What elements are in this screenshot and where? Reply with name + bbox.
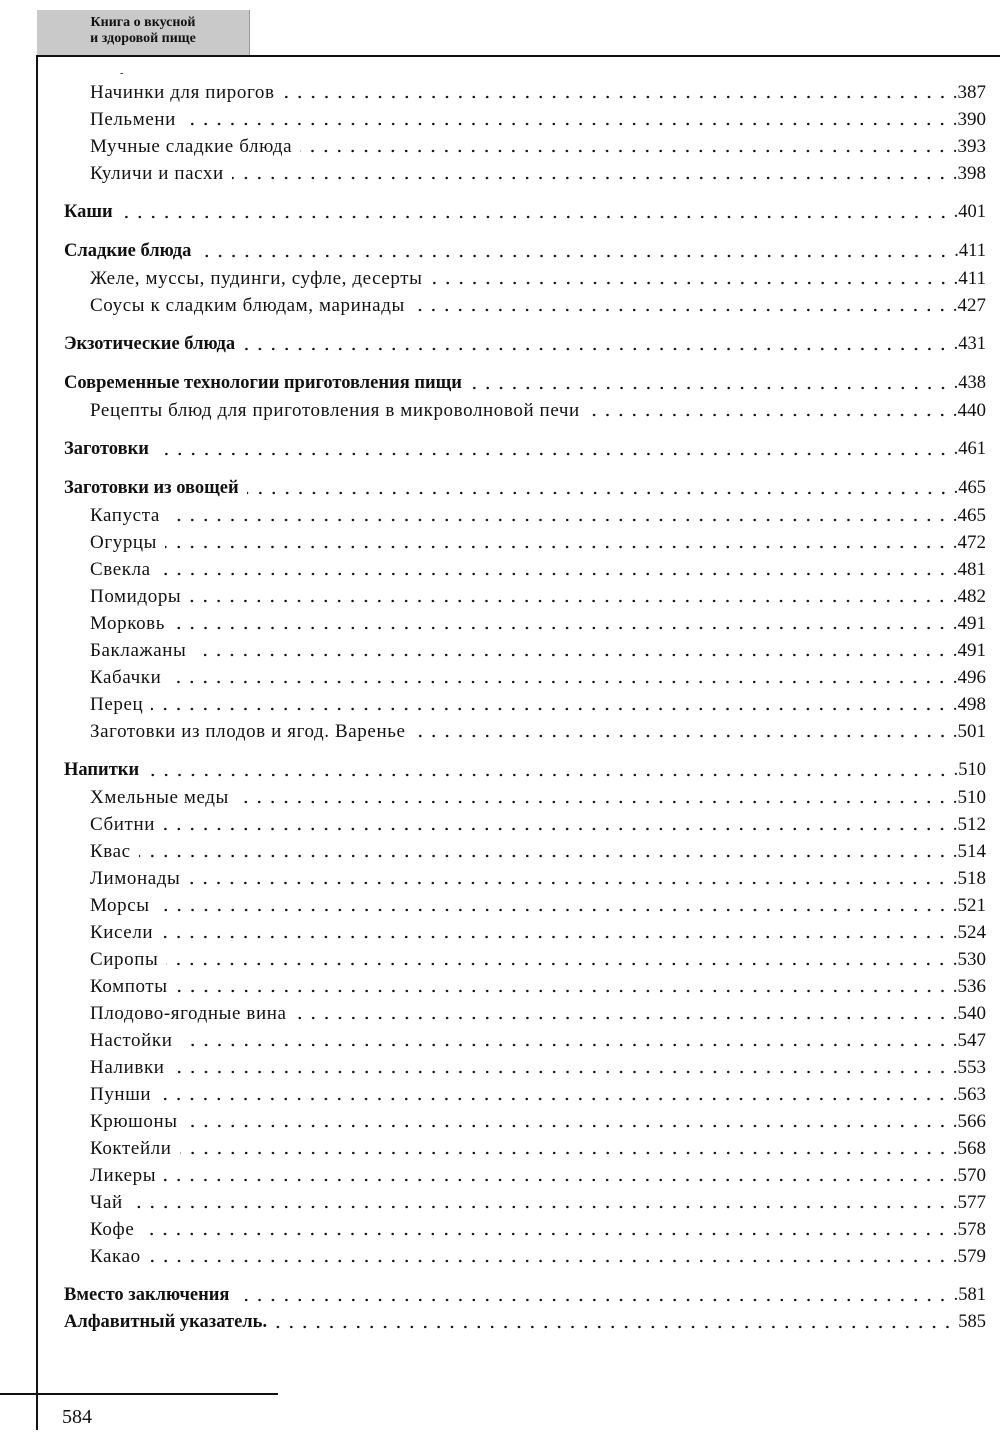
dot-leader	[168, 515, 949, 525]
toc-page-number: .482	[952, 586, 986, 607]
toc-title: Пельмени	[90, 109, 176, 130]
toc-group	[64, 757, 986, 1270]
toc-title: Соусы к сладким блюдам, маринады	[90, 295, 405, 316]
toc-title: Сбитни	[90, 814, 155, 835]
dot-leader	[159, 569, 949, 579]
running-header-line2: и здоровой пище	[90, 31, 196, 46]
toc-page-number: .411	[953, 268, 986, 289]
toc-entry-row[interactable]	[64, 265, 986, 292]
toc-page-number: .461	[953, 439, 986, 459]
dot-leader	[159, 1094, 949, 1104]
dot-leader	[295, 1013, 949, 1023]
toc-entry-row[interactable]	[64, 811, 986, 838]
dot-leader	[139, 851, 949, 861]
toc-title: Вместо заключения	[64, 1285, 230, 1305]
dot-leader	[275, 1322, 954, 1332]
toc-entry-row[interactable]	[64, 1108, 986, 1135]
dot-leader	[414, 731, 949, 741]
toc-entry-row[interactable]	[64, 838, 986, 865]
toc-title: Капуста	[90, 505, 160, 526]
dot-leader	[181, 1040, 949, 1050]
toc-title: Компоты	[90, 976, 168, 997]
dot-leader	[176, 986, 949, 996]
toc-page-number: .553	[952, 1057, 986, 1078]
toc-title: Рецепты блюд для приготовления в микроволновой печи	[90, 400, 580, 421]
toc-entry-row[interactable]	[64, 691, 986, 718]
toc-heading-row[interactable]	[64, 757, 986, 784]
dot-leader	[283, 92, 949, 102]
dot-leader	[300, 146, 949, 156]
dot-leader	[121, 212, 950, 222]
toc-page-number: .518	[952, 868, 986, 889]
toc-entry-row[interactable]	[64, 1243, 986, 1270]
dot-leader	[169, 677, 948, 687]
toc-title: Лимонады	[90, 868, 181, 889]
dot-leader	[237, 797, 949, 807]
toc-entry-row[interactable]	[64, 1027, 986, 1054]
toc-page-number: .498	[952, 694, 986, 715]
toc-title: Наливки	[90, 1057, 165, 1078]
toc-entry-row[interactable]	[64, 133, 986, 160]
toc-page-number: .501	[952, 721, 986, 742]
toc-title: Сиропы	[90, 949, 159, 970]
toc-page-number: .521	[952, 895, 986, 916]
toc-heading-row[interactable]	[64, 238, 986, 265]
toc-page-number: .581	[953, 1285, 986, 1305]
toc-entry-row[interactable]	[64, 556, 986, 583]
running-header-line1: Книга о вкусной	[90, 15, 196, 30]
toc-title: Настойки	[90, 1030, 173, 1051]
toc-title: Квас	[90, 841, 131, 862]
toc-entry-row[interactable]	[64, 79, 986, 106]
dot-leader	[194, 650, 948, 660]
toc-title: Ликеры	[90, 1165, 157, 1186]
toc-page-number: .401	[953, 202, 986, 222]
toc-heading-row[interactable]	[64, 370, 986, 397]
toc-page-number: .579	[952, 1246, 986, 1267]
dot-leader	[151, 704, 948, 714]
dot-leader	[189, 596, 948, 606]
running-header	[37, 10, 250, 55]
toc-page-number: 585	[958, 1312, 986, 1332]
dot-leader	[184, 119, 949, 129]
toc-group	[64, 436, 986, 463]
dot-leader	[161, 932, 949, 942]
dot-leader	[199, 251, 950, 261]
toc-page-number: .563	[952, 1084, 986, 1105]
toc-page-number: .491	[952, 613, 986, 634]
toc-page-number: .578	[952, 1219, 986, 1240]
dot-leader	[165, 542, 949, 552]
toc-page-number: .481	[952, 559, 986, 580]
toc-title: Коктейли	[90, 1138, 172, 1159]
toc-page-number: .540	[952, 1003, 986, 1024]
toc-page-number: .465	[953, 478, 986, 498]
toc-page-number: .472	[952, 532, 986, 553]
tick-mark: -	[120, 68, 124, 79]
dot-leader	[142, 1229, 948, 1239]
table-of-contents	[64, 79, 986, 1348]
toc-page-number: .530	[952, 949, 986, 970]
toc-page-number: .570	[952, 1165, 986, 1186]
toc-entry-row[interactable]	[64, 1054, 986, 1081]
toc-page-number: .438	[953, 373, 986, 393]
toc-page-number: .536	[952, 976, 986, 997]
toc-entry-row[interactable]	[64, 946, 986, 973]
toc-heading-row[interactable]	[64, 475, 986, 502]
toc-entry-row[interactable]	[64, 1189, 986, 1216]
toc-entry-row[interactable]	[64, 106, 986, 133]
page-number: 584	[62, 1406, 92, 1428]
dot-leader	[166, 959, 948, 969]
toc-group	[64, 79, 986, 187]
dot-leader	[243, 344, 949, 354]
toc-group	[64, 238, 986, 319]
toc-title: Каши	[64, 202, 113, 222]
toc-page-number: .568	[952, 1138, 986, 1159]
dot-leader	[237, 1295, 949, 1305]
toc-page-number: .514	[952, 841, 986, 862]
toc-title: Экзотические блюда	[64, 334, 236, 354]
toc-title: Кофе	[90, 1219, 135, 1240]
toc-title: Желе, муссы, пудинги, суфле, десерты	[90, 268, 423, 289]
toc-title: Пунши	[90, 1084, 152, 1105]
toc-title: Помидоры	[90, 586, 182, 607]
toc-title: Морсы	[90, 895, 150, 916]
toc-title: Напитки	[64, 760, 140, 780]
toc-entry-row[interactable]	[64, 502, 986, 529]
toc-group	[64, 331, 986, 358]
toc-title: Мучные сладкие блюда	[90, 136, 293, 157]
toc-title: Баклажаны	[90, 640, 187, 661]
dot-leader	[157, 449, 950, 459]
dot-leader	[131, 1202, 949, 1212]
toc-page-number: .465	[952, 505, 986, 526]
toc-page-number: .427	[952, 295, 986, 316]
dot-leader	[164, 1175, 949, 1185]
toc-title: Перец	[90, 694, 144, 715]
toc-page-number: .512	[952, 814, 986, 835]
toc-title: Куличи и пасхи	[90, 163, 224, 184]
toc-page-number: .566	[952, 1111, 986, 1132]
toc-heading-row[interactable]	[64, 436, 986, 463]
toc-entry-row[interactable]	[64, 1000, 986, 1027]
toc-entry-row[interactable]	[64, 637, 986, 664]
toc-heading-row[interactable]	[64, 331, 986, 358]
dot-leader	[431, 278, 950, 288]
toc-group	[64, 1282, 986, 1336]
toc-page-number: .431	[953, 334, 986, 354]
top-rule	[37, 55, 1000, 57]
toc-entry-row[interactable]	[64, 292, 986, 319]
toc-title: Заготовки из овощей	[64, 478, 239, 498]
toc-page-number: .496	[952, 667, 986, 688]
dot-leader	[413, 305, 949, 315]
toc-entry-row[interactable]	[64, 1135, 986, 1162]
toc-page-number: .491	[952, 640, 986, 661]
dot-leader	[180, 1148, 949, 1158]
footer-rule	[0, 1393, 278, 1395]
toc-heading-row[interactable]	[64, 1309, 986, 1336]
toc-entry-row[interactable]	[64, 1081, 986, 1108]
toc-page-number: .440	[952, 400, 986, 421]
toc-title: Морковь	[90, 613, 166, 634]
dot-leader	[173, 623, 949, 633]
toc-entry-row[interactable]	[64, 664, 986, 691]
toc-page-number: .411	[954, 241, 986, 261]
toc-entry-row[interactable]	[64, 610, 986, 637]
toc-entry-row[interactable]	[64, 865, 986, 892]
dot-leader	[147, 770, 950, 780]
toc-entry-row[interactable]	[64, 583, 986, 610]
toc-title: Начинки для пирогов	[90, 82, 275, 103]
toc-heading-row[interactable]	[64, 1282, 986, 1309]
toc-title: Чай	[90, 1192, 123, 1213]
dot-leader	[163, 824, 949, 834]
toc-title: Заготовки	[64, 439, 149, 459]
toc-entry-row[interactable]	[64, 973, 986, 1000]
dot-leader	[149, 1256, 949, 1266]
toc-entry-row[interactable]	[64, 160, 986, 187]
toc-entry-row[interactable]	[64, 1162, 986, 1189]
dot-leader	[588, 410, 949, 420]
dot-leader	[158, 905, 949, 915]
toc-page-number: .393	[952, 136, 986, 157]
dot-leader	[232, 173, 949, 183]
toc-title: Хмельные меды	[90, 787, 229, 808]
toc-heading-row[interactable]	[64, 199, 986, 226]
toc-title: Какао	[90, 1246, 141, 1267]
left-margin-rule	[36, 55, 38, 1430]
dot-leader	[470, 383, 950, 393]
toc-title: Заготовки из плодов и ягод. Варенье	[90, 721, 406, 742]
toc-title: Плодово-ягодные вина	[90, 1003, 287, 1024]
dot-leader	[186, 1121, 949, 1131]
toc-page-number: .510	[953, 760, 986, 780]
toc-entry-row[interactable]	[64, 1216, 986, 1243]
dot-leader	[247, 488, 950, 498]
toc-entry-row[interactable]	[64, 892, 986, 919]
toc-entry-row[interactable]	[64, 919, 986, 946]
toc-title: Огурцы	[90, 532, 158, 553]
toc-group	[64, 199, 986, 226]
toc-page-number: .390	[952, 109, 986, 130]
toc-entry-row[interactable]	[64, 718, 986, 745]
toc-entry-row[interactable]	[64, 784, 986, 811]
toc-group	[64, 475, 986, 745]
toc-page-number: .398	[952, 163, 986, 184]
toc-page-number: .387	[952, 82, 986, 103]
dot-leader	[188, 878, 948, 888]
toc-title: Сладкие блюда	[64, 241, 192, 261]
toc-title: Свекла	[90, 559, 151, 580]
toc-title: Крюшоны	[90, 1111, 178, 1132]
toc-page-number: .510	[952, 787, 986, 808]
toc-entry-row[interactable]	[64, 529, 986, 556]
dot-leader	[173, 1067, 949, 1077]
toc-title: Современные технологии приготовления пищи	[64, 373, 462, 393]
toc-group	[64, 370, 986, 424]
toc-title: Кисели	[90, 922, 154, 943]
toc-entry-row[interactable]	[64, 397, 986, 424]
toc-page-number: .524	[952, 922, 986, 943]
toc-page-number: .547	[952, 1030, 986, 1051]
toc-title: Алфавитный указатель.	[64, 1312, 268, 1332]
toc-title: Кабачки	[90, 667, 162, 688]
toc-page-number: .577	[952, 1192, 986, 1213]
